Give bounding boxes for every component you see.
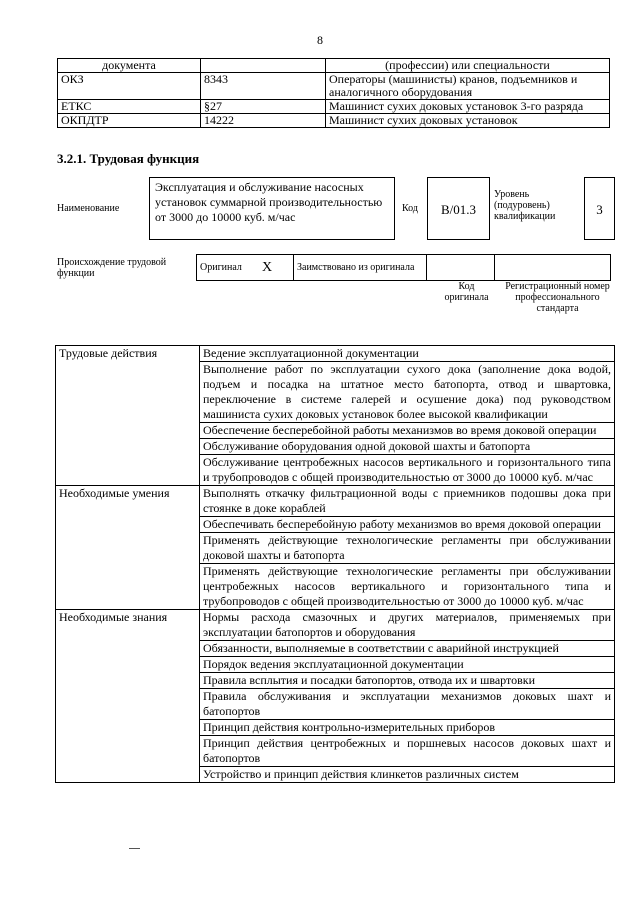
code-cell: 8343 — [201, 73, 326, 100]
code-cell: §27 — [201, 100, 326, 114]
labor-actions-label: Трудовые действия — [56, 346, 200, 486]
section-title: 3.2.1. Трудовая функция — [57, 151, 200, 166]
list-item: Обслуживание центробежных насосов вертикального и горизонтального типа и трубопроводов с общей производительностью от 3000 до 10000 куб. м/час — [200, 455, 615, 486]
table-row — [58, 100, 610, 114]
code-original-caption: Код оригинала — [444, 281, 489, 303]
list-item: Правила всплытия и посадки батопортов, отвода их и швартовки — [200, 673, 615, 689]
list-item: Нормы расхода смазочных и других материалов, применяемых при эксплуатации батопортов и оборудования — [200, 610, 615, 641]
original-label: Оригинал — [197, 255, 260, 281]
list-item: Выполнение работ по эксплуатации сухого дока (заполнение дока водой, подъем и посадка на штатное место батопорта, отвод и швартовка, переключение в системе галерей и осушение дока) под руководством машиниста сухих доковых установок более высокой квалификации — [200, 362, 615, 423]
list-item: Применять действующие технологические регламенты при обслуживании доковой шахты и батопорта — [200, 533, 615, 564]
classification-header-row — [58, 59, 610, 73]
list-item: Применять действующие технологические регламенты при обслуживании центробежных насосов вертикального и горизонтального типа и трубопроводов с общей производительностью от 3000 до 10000 куб. м/час — [200, 564, 615, 610]
table-row — [58, 114, 610, 128]
table-row — [56, 486, 615, 517]
code-cell: 14222 — [201, 114, 326, 128]
list-item: Обеспечивать бесперебойную работу механизмов во время доковой операции — [200, 517, 615, 533]
list-item: Ведение эксплуатационной документации — [200, 346, 615, 362]
function-name-value: Эксплуатация и обслуживание насосных установок суммарной производительностью от 3000 до 10000 куб. м/час — [149, 177, 395, 240]
code-label: Код — [402, 203, 418, 214]
doc-cell: ОКПДТР — [58, 114, 201, 128]
list-item: Обслуживание оборудования одной доковой шахты и батопорта — [200, 439, 615, 455]
doc-cell: ЕТКС — [58, 100, 201, 114]
list-item: Принцип действия контрольно-измерительных приборов — [200, 720, 615, 736]
table-row — [58, 73, 610, 100]
list-item: Порядок ведения эксплуатационной документации — [200, 657, 615, 673]
list-item: Принцип действия центробежных и поршневых насосов доковых шахт и батопортов — [200, 736, 615, 767]
skills-label: Необходимые умения — [56, 486, 200, 610]
name-cell: Операторы (машинисты) кранов, подъемников и аналогичного оборудования — [326, 73, 610, 100]
list-item: Устройство и принцип действия клинкетов различных систем — [200, 767, 615, 783]
doc-cell: ОКЗ — [58, 73, 201, 100]
origin-row — [197, 255, 611, 281]
list-item: Обеспечение бесперебойной работы механизмов во время доковой операции — [200, 423, 615, 439]
function-details-table — [55, 345, 615, 783]
name-cell: Машинист сухих доковых установок — [326, 114, 610, 128]
list-item: Правила обслуживания и эксплуатации механизмов доковых шахт и батопортов — [200, 689, 615, 720]
header-profession: (профессии) или специальности — [326, 59, 610, 73]
level-label: Уровень (подуровень) квалификации — [494, 189, 556, 222]
code-value: В/01.3 — [427, 177, 490, 240]
list-item: Обязанности, выполняемые в соответствии с аварийной инструкцией — [200, 641, 615, 657]
header-document: документа — [58, 59, 201, 73]
page-number: 8 — [317, 33, 323, 47]
reg-number-cell — [495, 255, 611, 281]
reg-number-caption: Регистрационный номер профессионального стандарта — [505, 281, 610, 314]
original-code-cell — [427, 255, 495, 281]
knowledge-label: Необходимые знания — [56, 610, 200, 783]
origin-label: Происхождение трудовой функции — [57, 257, 167, 279]
function-name-label: Наименование — [57, 203, 120, 214]
table-row — [56, 610, 615, 641]
original-mark: Х — [259, 255, 294, 281]
origin-table — [196, 254, 611, 281]
table-row — [56, 346, 615, 362]
header-empty — [201, 59, 326, 73]
classification-table — [57, 58, 610, 128]
borrowed-label: Заимствовано из оригинала — [294, 255, 427, 281]
list-item: Выполнять откачку фильтрационной воды с приемников подошвы дока при стоянке в доке кораблей — [200, 486, 615, 517]
level-value: 3 — [584, 177, 615, 240]
footer-mark — [129, 848, 140, 849]
name-cell: Машинист сухих доковых установок 3-го разряда — [326, 100, 610, 114]
